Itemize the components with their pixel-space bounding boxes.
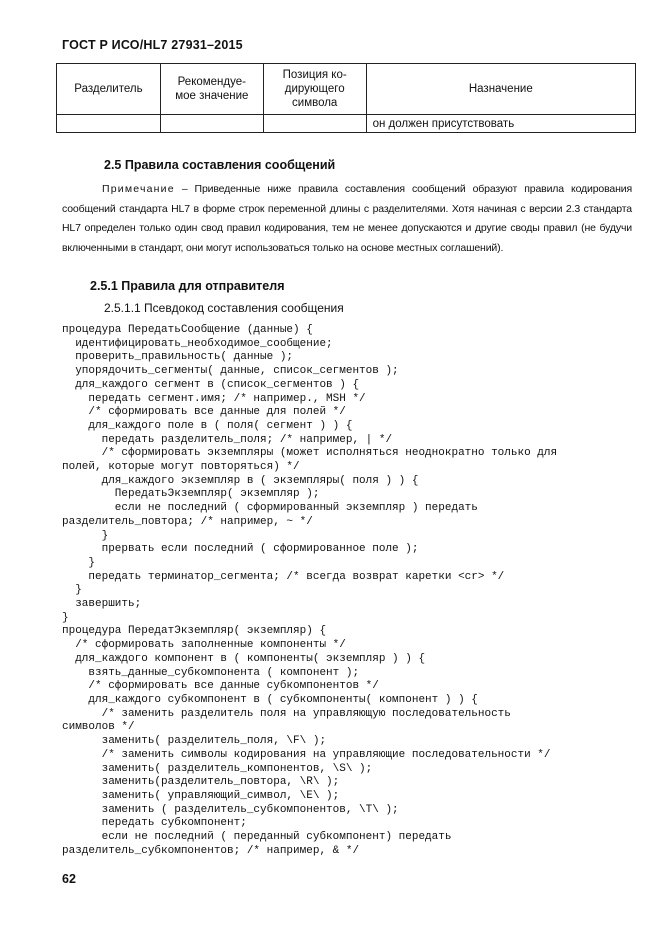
pseudocode-block: процедура ПередатьСообщение (данные) { идентифицировать_необходимое_сообщение; проверить_правильность( данные ); упорядочить_сегменты( данные, список_сегментов ); для_каждого сегмент в (список_сегментов ) { передать сегмент.имя; /* например., MSH */ /* сформировать все данные для полей */ для_каждого поле в ( поля( сегмент ) ) { передать разделитель_поля; /* например, | */ /* сформировать экземпляры (может исполняться неоднократно только для полей, которые могут повторяться) */ для_каждого экземпляр в ( экземпляры( поля ) ) { ПередатьЭкземпляр( экземпляр ); если не последний ( сформированный экземпляр ) передать разделитель_повтора; /* например, ~ */ } прервать если последний ( сформированное поле ); } передать терминатор_сегмента; /* всегда возврат каретки <cr> */ } завершить; } процедура ПередатЭкземпляр( экземпляр) { /* сформировать заполненные компоненты */ для_каждого компонент в ( компоненты( экземпляр ) ) { взять_данные_субкомпонента ( компонент ); /* сформировать все данные субкомпонентов */ для_каждого субкомпонент в ( субкомпоненты( компонент ) ) { /* заменить разделитель поля на управляющую последовательность символов */ заменить( разделитель_поля, \F\ ); /* заменить символы кодирования на управляющие последовательности */ заменить( разделитель_компонентов, \S\ ); заменить(разделитель_повтора, \R\ ); заменить( управляющий_символ, \E\ ); заменить ( разделитель_субкомпонентов, \T\ ); передать субкомпонент; если не последний ( переданный субкомпонент) передать разделитель_субкомпонентов; /* например, & */ bbox=[62, 324, 558, 857]
section-heading: 2.5 Правила составления сообщений bbox=[104, 158, 336, 172]
table-cell bbox=[160, 115, 263, 133]
delimiter-table bbox=[56, 63, 636, 133]
table-cell bbox=[57, 115, 161, 133]
note-text: – Приведенные ниже правила составления сообщений образуют правила кодирования сообщений стандарта HL7 в форме строк переменной длины с разделителями. Хотя начиная с версии 2.3 стандарта HL7 определен только один свод правил кодирования, тем не менее допускаются и другие своды правил (не будучи включенными в стандарт, они могут использоваться только на основе местных соглашений). bbox=[62, 183, 632, 254]
subsubsection-heading: 2.5.1.1 Псевдокод составления сообщения bbox=[104, 301, 344, 315]
document-header: ГОСТ Р ИСО/HL7 27931–2015 bbox=[62, 38, 243, 52]
column-header: Разделитель bbox=[57, 64, 161, 115]
subsection-heading: 2.5.1 Правила для отправителя bbox=[90, 279, 285, 293]
column-header: Назначение bbox=[366, 64, 635, 115]
table-cell bbox=[263, 115, 366, 133]
table-header-row bbox=[57, 64, 636, 115]
note-label: Примечание bbox=[102, 183, 175, 195]
column-header: Рекомендуе- мое значение bbox=[160, 64, 263, 115]
note-paragraph bbox=[62, 180, 632, 258]
table-cell: он должен присутствовать bbox=[366, 115, 635, 133]
column-header: Позиция ко- дирующего символа bbox=[263, 64, 366, 115]
table-row bbox=[57, 115, 636, 133]
page-number: 62 bbox=[62, 872, 76, 886]
